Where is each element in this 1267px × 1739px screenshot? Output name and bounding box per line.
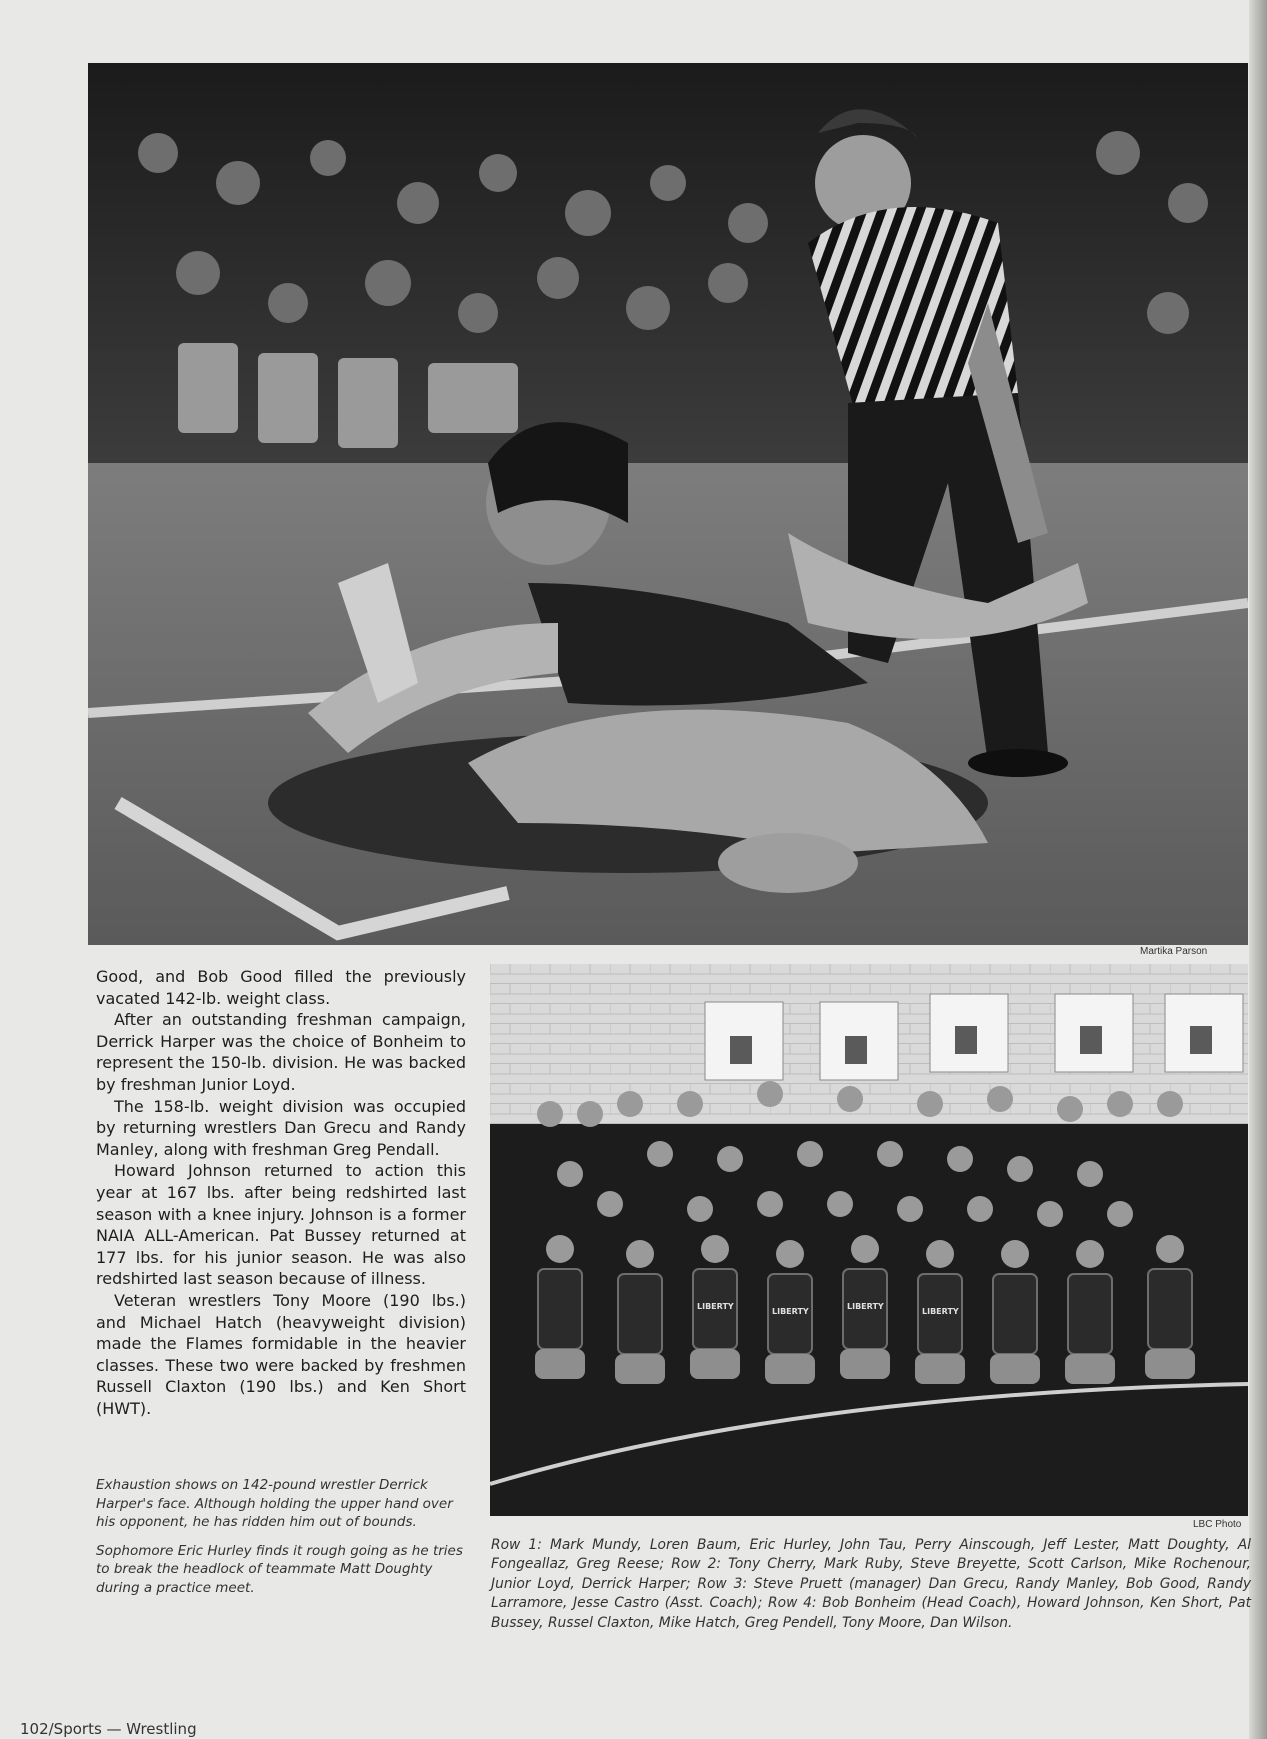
article-paragraph: Veteran wrestlers Tony Moore (190 lbs.) and Michael Hatch (heavyweight division) made the Flames formidable in the heavier classes. These two were backed by freshmen Russell Claxton (190 lbs.) and Ken Short (HWT). xyxy=(96,1290,466,1418)
caption-main-photo: Exhaustion shows on 142-pound wrestler Derrick Harper's face. Although holding the upper hand over his opponent, he has ridden him out of bounds. xyxy=(96,1477,453,1531)
article-body xyxy=(96,966,466,1419)
singlet-text: LIBERTY xyxy=(847,1302,884,1311)
article-paragraph: The 158-lb. weight division was occupied by returning wrestlers Dan Grecu and Randy Manley, along with freshman Greg Pendall. xyxy=(96,1096,466,1159)
team-photo-illustration xyxy=(490,964,1248,1516)
caption-practice-photo: Sophomore Eric Hurley finds it rough going as he tries to break the headlock of teammate Matt Doughty during a practice meet. xyxy=(96,1542,463,1596)
singlet-text: LIBERTY xyxy=(922,1307,959,1316)
page-edge-shadow xyxy=(1249,0,1267,1739)
article-paragraph: Howard Johnson returned to action this year at 167 lbs. after being redshirted last season with a knee injury. Johnson is a former NAIA ALL-American. Pat Bussey returned at 177 lbs. for his junior season. He was also redshirted last season because of illness. xyxy=(96,1161,466,1289)
main-photo-credit: Martika Parson xyxy=(1140,946,1208,957)
article-paragraph: Good, and Bob Good filled the previously vacated 142-lb. weight class. xyxy=(96,967,466,1008)
team-photo-credit: LBC Photo xyxy=(1193,1519,1242,1530)
singlet-text: LIBERTY xyxy=(772,1307,809,1316)
singlet-text: LIBERTY xyxy=(697,1302,734,1311)
team-group-photo xyxy=(490,964,1248,1516)
team-roster-caption: Row 1: Mark Mundy, Loren Baum, Eric Hurley, John Tau, Perry Ainscough, Jeff Lester, Matt Doughty, Al Fongeallaz, Greg Reese; Row 2: Tony Cherry, Mark Ruby, Steve Breyette, Scott Carlson, Mike Rochenour, Junior Loyd, Derrick Harper; Row 3: Steve Pruett (manager) Dan Grecu, Randy Manley, Bob Good, Randy Larramore, Jesse Castro (Asst. Coach); Row 4: Bob Bonheim (Head Coach), Howard Johnson, Ken Short, Pat Bussey, Russel Claxton, Mike Hatch, Greg Pendell, Tony Moore, Dan Wilson. xyxy=(491,1537,1251,1631)
wrestling-action-illustration xyxy=(88,63,1248,945)
wrestling-action-photo xyxy=(88,63,1248,945)
page-footer-label: 102/Sports — Wrestling xyxy=(20,1720,197,1738)
photo-captions xyxy=(96,1476,468,1608)
article-paragraph: After an outstanding freshman campaign, Derrick Harper was the choice of Bonheim to represent the 150-lb. division. He was backed by freshman Junior Loyd. xyxy=(96,1010,466,1094)
